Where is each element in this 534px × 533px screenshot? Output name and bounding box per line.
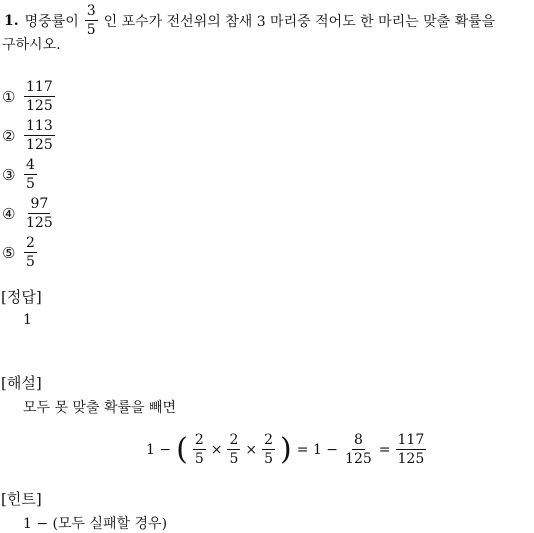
- fraction-denominator: 5: [26, 176, 35, 192]
- fraction-denominator: 125: [345, 451, 372, 467]
- option-4[interactable]: [2, 197, 55, 230]
- explanation-text: 모두 못 맞출 확률을 빼면: [23, 400, 177, 416]
- fraction-denominator: 5: [86, 22, 96, 38]
- formula-result-fraction-1: [343, 433, 374, 466]
- formula-equals-1: = 1 −: [296, 441, 339, 458]
- fraction-denominator: 125: [26, 137, 53, 153]
- fraction-numerator: 4: [26, 157, 35, 173]
- option-fraction: [24, 197, 55, 230]
- option-fraction: [24, 236, 37, 269]
- answer-heading: [정답]: [1, 288, 42, 306]
- fraction-denominator: 125: [26, 215, 53, 231]
- question-line-2: 구하시오.: [2, 37, 61, 53]
- hint-heading: [힌트]: [1, 490, 42, 508]
- option-fraction: [24, 80, 55, 113]
- fraction-numerator: 2: [26, 235, 35, 251]
- option-2[interactable]: [2, 119, 55, 152]
- option-mark: ⑤: [2, 243, 16, 262]
- question-line-1: [4, 4, 495, 37]
- question-number: 1.: [4, 12, 19, 29]
- option-mark: ④: [2, 204, 16, 223]
- formula-lead: 1 −: [146, 441, 172, 458]
- fraction-denominator: 5: [194, 451, 204, 467]
- hint-text: 1 − (모두 실패할 경우): [23, 516, 168, 532]
- option-fraction: [24, 119, 55, 152]
- formula-fraction-2: [227, 433, 240, 466]
- option-1[interactable]: [2, 80, 55, 113]
- formula-fraction-1: [193, 433, 206, 466]
- formula-equals-2: =: [378, 441, 391, 458]
- times-sign: ×: [210, 441, 223, 458]
- fraction-numerator: 2: [264, 432, 274, 448]
- fraction-denominator: 125: [397, 451, 425, 467]
- formula-result-fraction-2: [396, 433, 427, 466]
- option-5[interactable]: [2, 236, 37, 269]
- fraction-numerator: 2: [229, 432, 239, 448]
- fraction-numerator: 117: [397, 432, 425, 448]
- fraction-numerator: 113: [26, 118, 53, 134]
- option-mark: ②: [2, 126, 16, 145]
- answer-value: 1: [23, 312, 32, 328]
- explanation-formula: [146, 433, 426, 466]
- fraction-numerator: 117: [26, 79, 53, 95]
- explanation-heading: [해설]: [1, 374, 42, 392]
- option-fraction: [24, 158, 37, 191]
- option-mark: ③: [2, 165, 16, 184]
- fraction-denominator: 125: [26, 98, 53, 114]
- left-paren-icon: (: [176, 431, 188, 467]
- fraction-numerator: 2: [194, 432, 204, 448]
- fraction-numerator: 8: [353, 432, 363, 448]
- question-probability-fraction: [85, 4, 98, 37]
- fraction-denominator: 5: [264, 451, 274, 467]
- option-3[interactable]: [2, 158, 37, 191]
- question-text-after: 인 포수가 전선위의 참새 3 마리중 적어도 한 마리는 맞출 확률을: [103, 13, 496, 30]
- times-sign: ×: [245, 441, 258, 458]
- fraction-numerator: 97: [30, 196, 49, 212]
- question-text-before: 명중률이: [24, 13, 79, 30]
- option-mark: ①: [2, 87, 16, 106]
- formula-fraction-3: [262, 433, 275, 466]
- fraction-denominator: 5: [229, 451, 239, 467]
- fraction-numerator: 3: [86, 3, 96, 19]
- fraction-denominator: 5: [26, 254, 35, 270]
- right-paren-icon: ): [280, 431, 292, 467]
